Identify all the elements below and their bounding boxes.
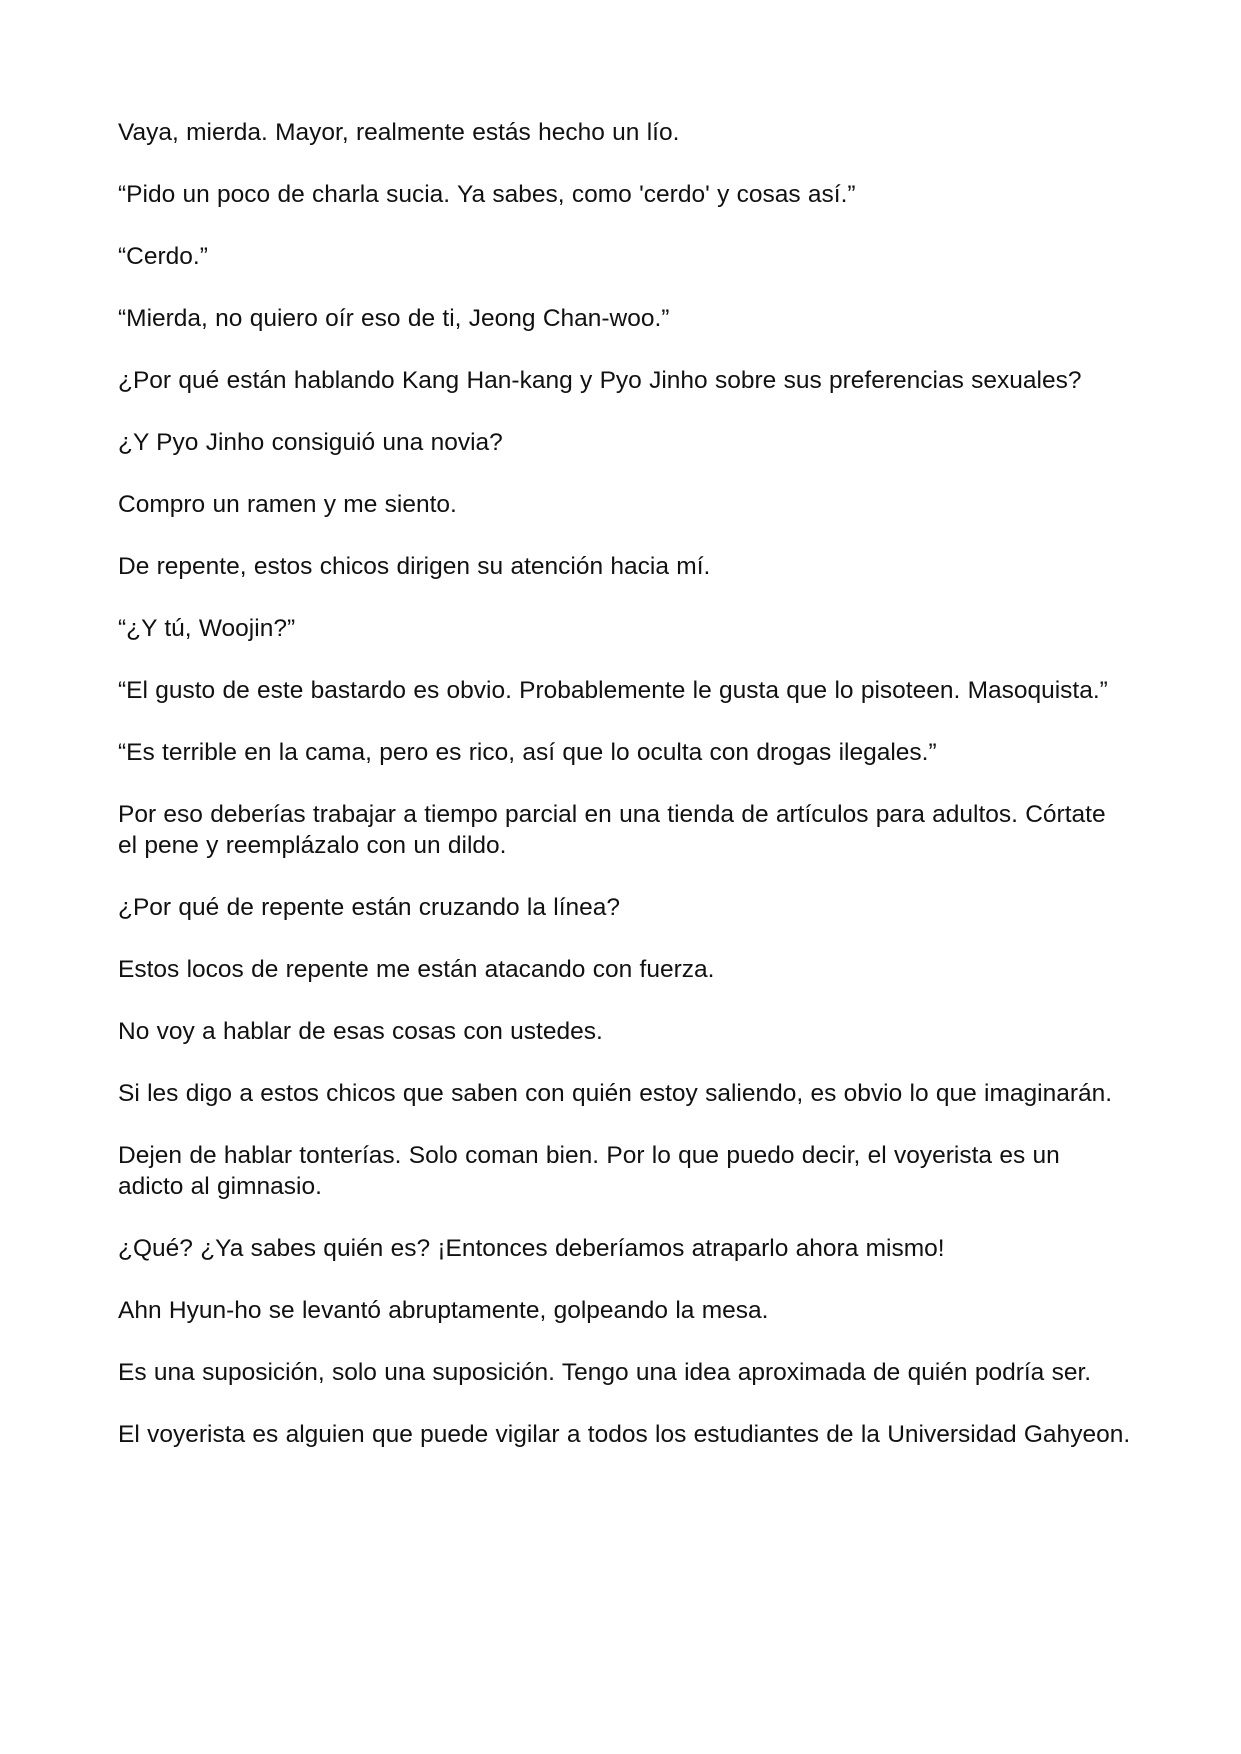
paragraph: “Es terrible en la cama, pero es rico, así que lo oculta con drogas ilegales.” [118,739,937,766]
paragraph: Vaya, mierda. Mayor, realmente estás hecho un lío. [118,119,680,146]
paragraph: “¿Y tú, Woojin?” [118,615,296,642]
paragraph: ¿Qué? ¿Ya sabes quién es? ¡Entonces deberíamos atraparlo ahora mismo! [118,1235,945,1262]
paragraph: Es una suposición, solo una suposición. Tengo una idea aproximada de quién podría ser. [118,1359,1092,1386]
paragraph: El voyerista es alguien que puede vigilar a todos los estudiantes de la Universidad Gahyeon. [118,1421,1131,1448]
paragraph: ¿Y Pyo Jinho consiguió una novia? [118,429,503,456]
paragraph: “Pido un poco de charla sucia. Ya sabes, como 'cerdo' y cosas así.” [118,181,856,208]
paragraph: No voy a hablar de esas cosas con ustedes. [118,1018,603,1045]
paragraph: “Mierda, no quiero oír eso de ti, Jeong Chan-woo.” [118,305,670,332]
paragraph: Ahn Hyun-ho se levantó abruptamente, golpeando la mesa. [118,1297,769,1324]
paragraph: Si les digo a estos chicos que saben con quién estoy saliendo, es obvio lo que imaginarán. [118,1080,1113,1107]
paragraph: De repente, estos chicos dirigen su atención hacia mí. [118,553,711,580]
paragraph: ¿Por qué de repente están cruzando la línea? [118,894,621,921]
paragraph: Por eso deberías trabajar a tiempo parcial en una tienda de artículos para adultos. Córtate el pene y reemplázalo con un dildo. [118,801,1106,859]
paragraph: Estos locos de repente me están atacando con fuerza. [118,956,715,983]
paragraph: Compro un ramen y me siento. [118,491,457,518]
paragraph: “El gusto de este bastardo es obvio. Probablemente le gusta que lo pisoteen. Masoquista.” [118,677,1108,704]
paragraph: “Cerdo.” [118,243,208,270]
paragraph: ¿Por qué están hablando Kang Han-kang y Pyo Jinho sobre sus preferencias sexuales? [118,367,1082,394]
paragraph: Dejen de hablar tonterías. Solo coman bien. Por lo que puedo decir, el voyerista es un adicto al gimnasio. [118,1142,1060,1200]
